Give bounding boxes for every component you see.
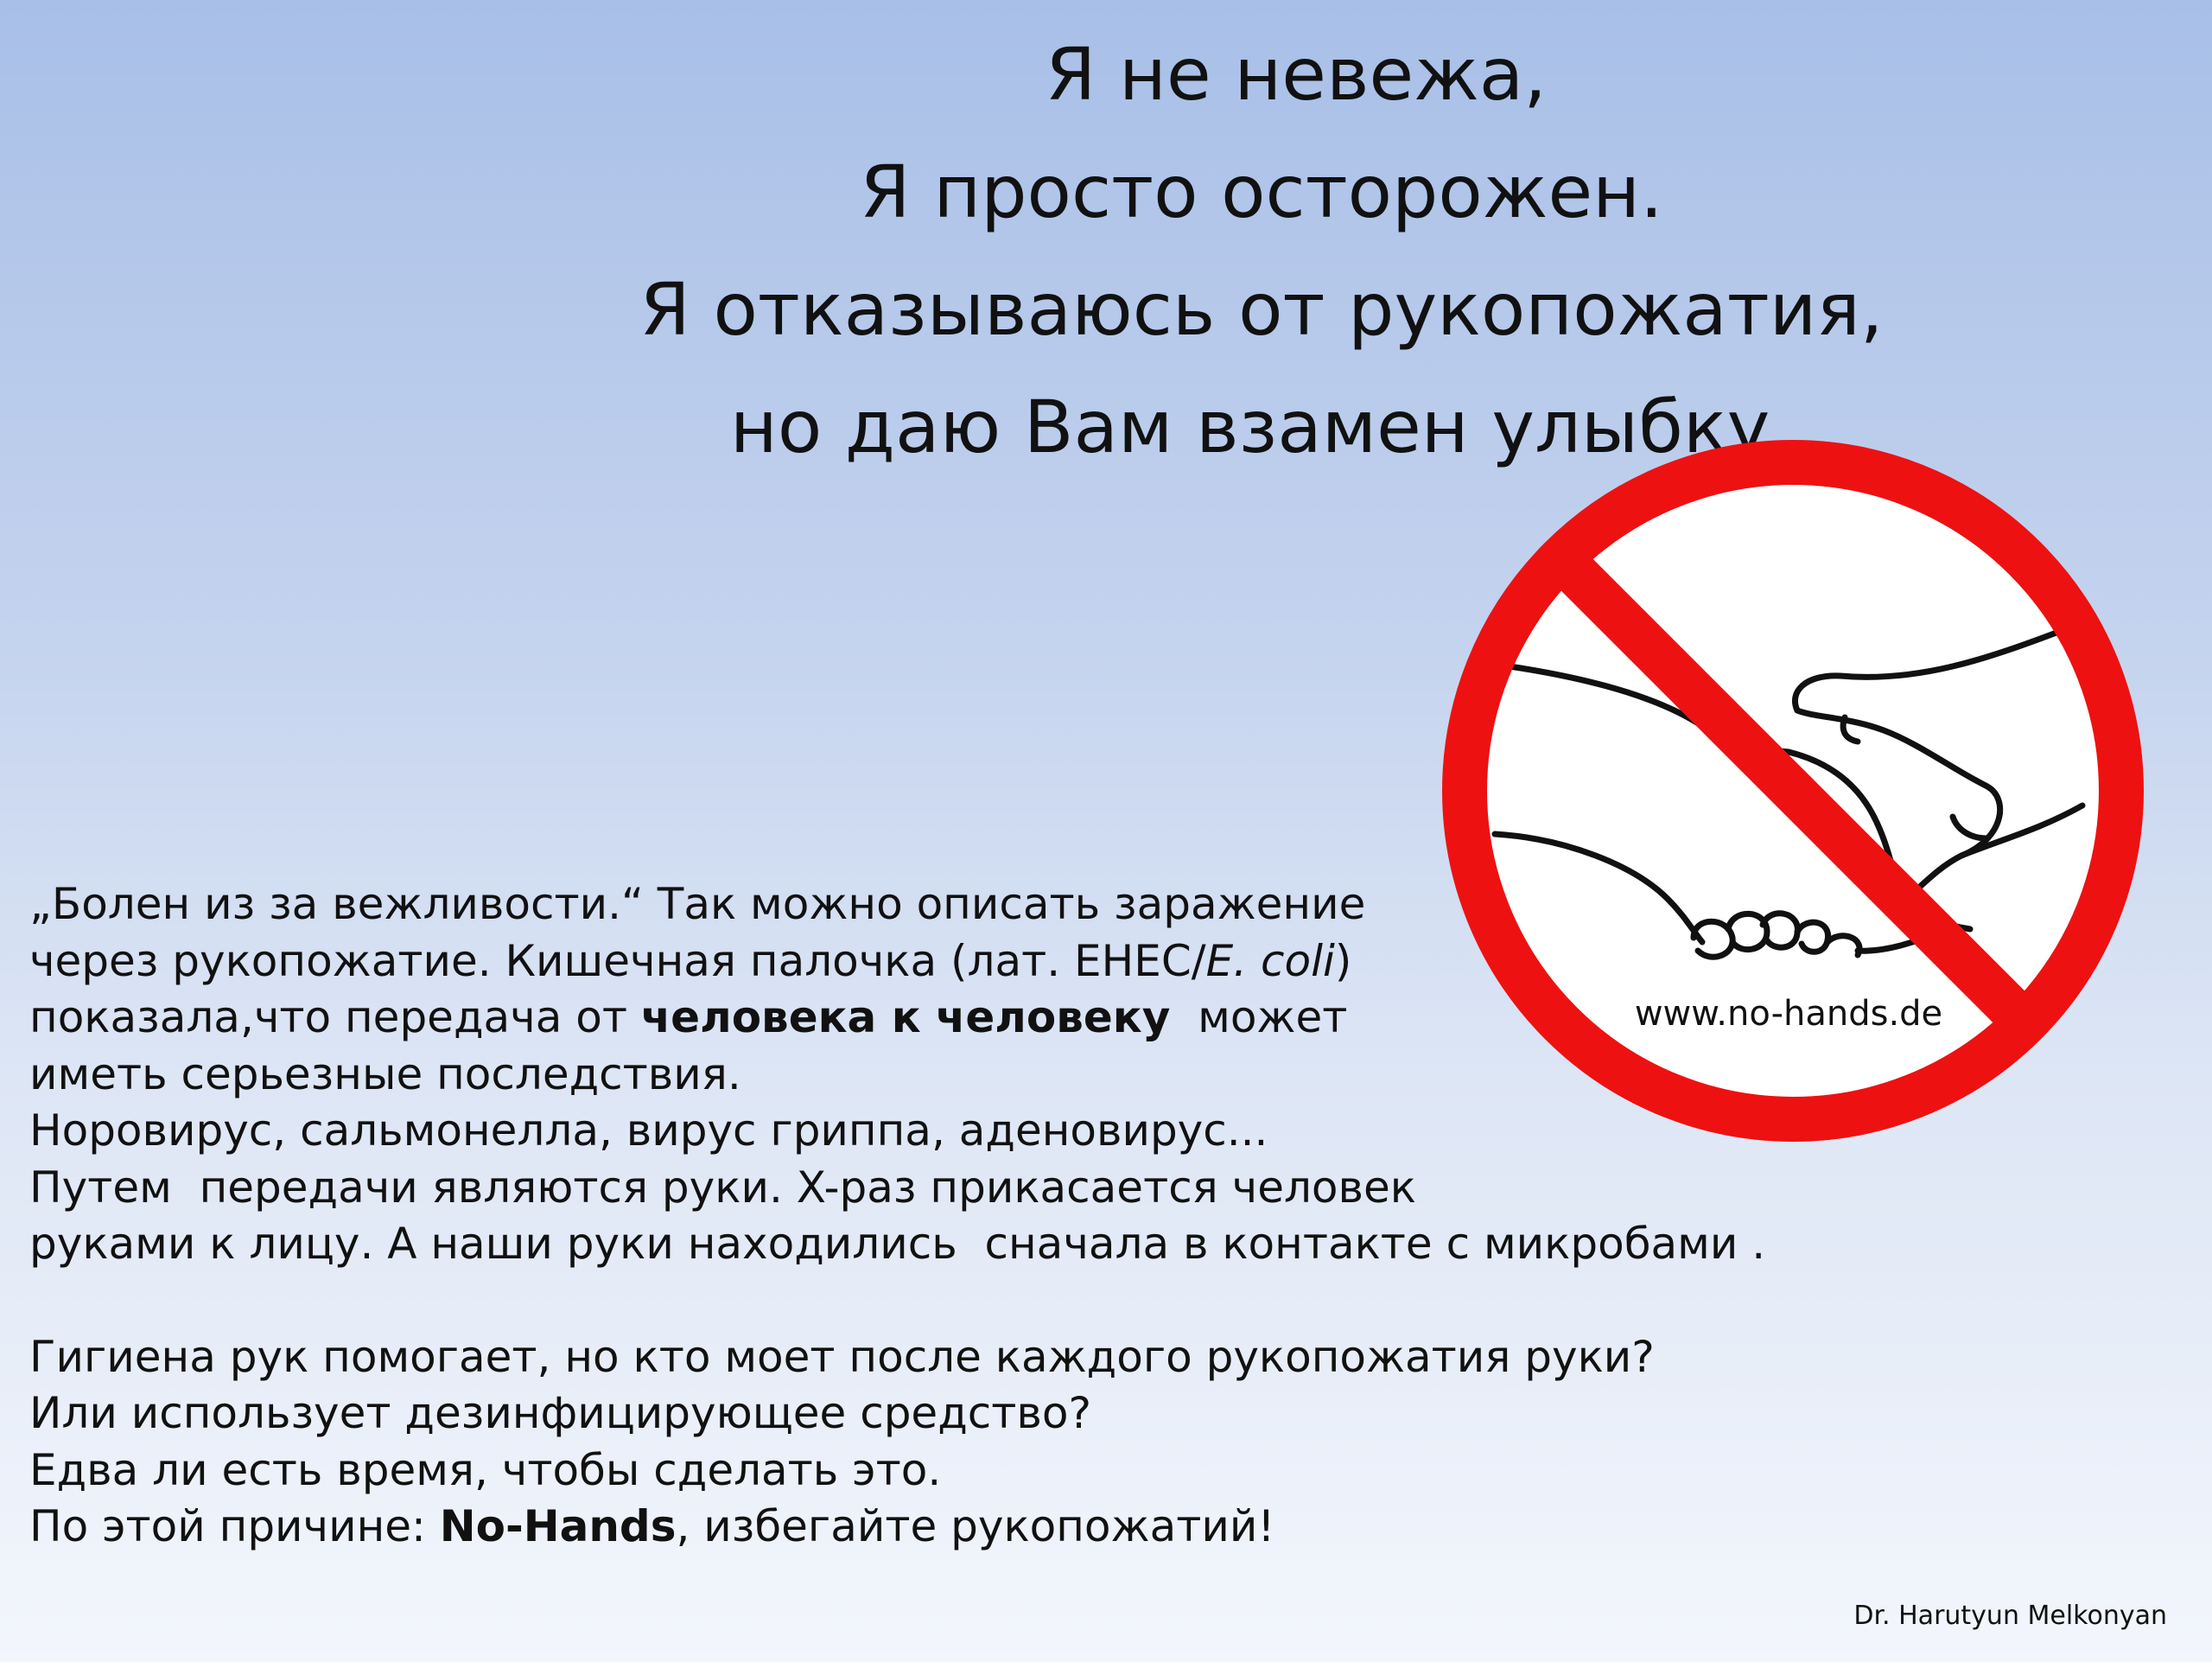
website-url: www.no-hands.de <box>1634 994 1943 1034</box>
body-text-span: , избегайте рукопожатий! <box>676 1501 1275 1551</box>
body-text-span: может <box>1170 992 1348 1042</box>
headline-line-4: но даю Вам взамен улыбку. <box>729 385 1794 469</box>
body-line <box>29 876 2017 933</box>
body-text-span: „Болен из за вежливости.“ Так можно описать заражение <box>29 879 1366 929</box>
body-text-span: через рукопожатие. Кишечная палочка (лат. EHEC/ <box>29 935 1206 986</box>
body-text-span: иметь серьезные последствия. <box>29 1048 741 1099</box>
author-credit: Dr. Harutyun Melkonyan <box>1853 1601 2167 1631</box>
body-text-span: Путем передачи являются руки. X-раз прикасается человек <box>29 1162 1416 1213</box>
headline <box>0 16 2212 486</box>
body-line <box>29 1442 2017 1500</box>
body-line <box>29 933 2017 990</box>
body-line <box>29 1499 2017 1556</box>
body-line <box>29 1385 2017 1442</box>
body-text-span: руками к лицу. А наши руки находились сначала в контакте с микробами . <box>29 1219 1766 1269</box>
italic-term: E. coli <box>1205 935 1335 986</box>
headline-line-1: Я не невежа, <box>1045 32 1547 117</box>
body-line <box>29 1216 2017 1273</box>
body-text-span: Гигиена рук помогает, но кто моет после каждого рукопожатия руки? <box>29 1331 1655 1382</box>
body-line <box>29 990 2017 1047</box>
body-text-span: показала,что передача от <box>29 992 641 1042</box>
body-line <box>29 1160 2017 1217</box>
body-line <box>29 1047 2017 1104</box>
body-text-span: Норовирус, сальмонелла, вирус гриппа, аденовирус... <box>29 1105 1268 1156</box>
bold-phrase: человека к человеку <box>640 992 1171 1042</box>
body-text-span: По этой причине: <box>29 1501 440 1551</box>
body-text-span: Или использует дезинфицирующее средство? <box>29 1388 1091 1438</box>
body-text <box>29 876 2017 1556</box>
body-text-span: Едва ли есть время, чтобы сделать это. <box>29 1444 942 1495</box>
body-line <box>29 1329 2017 1386</box>
body-line <box>29 1103 2017 1160</box>
headline-line-3: Я отказываюсь от рукопожатия, <box>639 267 1884 352</box>
body-text-span: ) <box>1334 935 1352 986</box>
brand-name: No-Hands <box>439 1501 677 1551</box>
headline-line-2: Я просто осторожен. <box>860 150 1663 234</box>
